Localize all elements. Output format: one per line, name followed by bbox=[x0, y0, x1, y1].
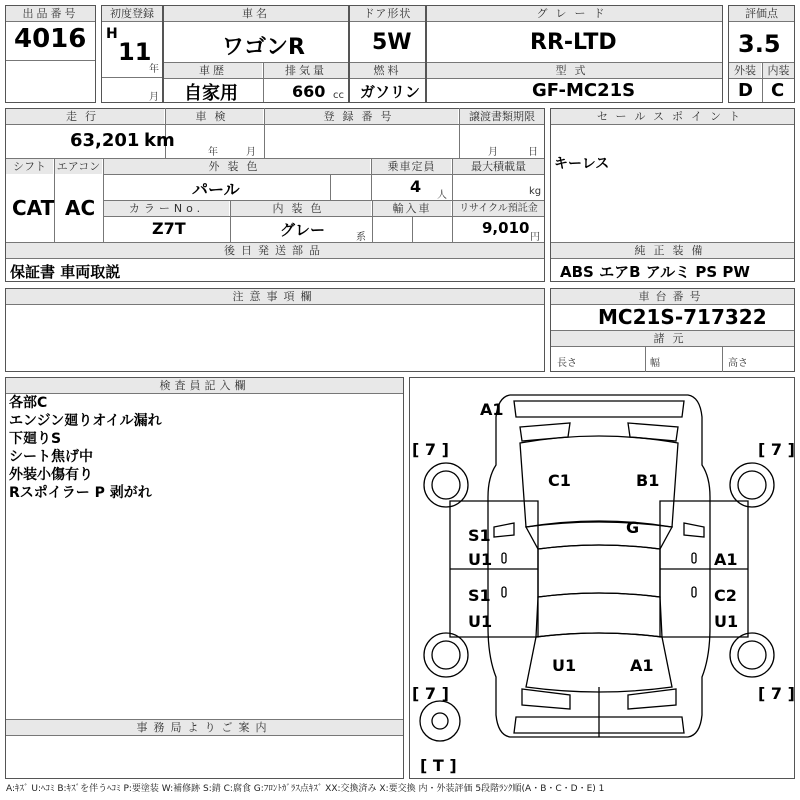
taillight-left-icon bbox=[522, 689, 570, 709]
car-body-outline bbox=[488, 395, 710, 737]
interior-label: 内装 bbox=[763, 63, 794, 78]
displacement-unit: cc bbox=[333, 90, 344, 101]
selling-label: セールスポイント bbox=[551, 109, 794, 124]
transfer-label: 譲渡書類期限 bbox=[460, 109, 544, 124]
height-label: 高さ bbox=[728, 358, 748, 369]
notes-label: 注意事項欄 bbox=[6, 289, 544, 304]
wheel-rear-left-icon bbox=[424, 633, 468, 677]
lot-no: 4016 bbox=[14, 24, 87, 54]
capacity-label: 乗車定員 bbox=[372, 159, 451, 174]
color-no-label: カラーNo. bbox=[104, 201, 229, 216]
inspector-line: Rスポイラー P 剥がれ bbox=[9, 485, 152, 501]
equipment-label: 純正装備 bbox=[551, 243, 794, 258]
tire-front-left: [ 7 ] bbox=[412, 440, 449, 459]
inspection-label: 車検 bbox=[166, 109, 263, 124]
mark-right-rear-2: U1 bbox=[714, 612, 739, 631]
lot-no-label: 出品番号 bbox=[6, 6, 95, 21]
shift-label: シフト bbox=[6, 159, 53, 174]
mark-rear-right: A1 bbox=[630, 656, 654, 675]
ac: AC bbox=[65, 196, 96, 220]
office-label: 事務局よりご案内 bbox=[6, 720, 403, 735]
cabin-outline bbox=[538, 545, 660, 597]
import-label: 輸入車 bbox=[373, 201, 451, 216]
mark-left-front-2: U1 bbox=[468, 550, 493, 569]
tire-front-right: [ 7 ] bbox=[758, 440, 795, 459]
transfer-month: 月 bbox=[488, 147, 498, 158]
mark-roof-right: B1 bbox=[636, 471, 660, 490]
color: パール bbox=[192, 180, 240, 199]
spare-tire-label: [ T ] bbox=[420, 756, 457, 775]
exterior-label: 外装 bbox=[729, 63, 761, 78]
inspector-notes bbox=[9, 394, 162, 502]
wheel-front-left-icon bbox=[424, 463, 468, 507]
mileage: 63,201 bbox=[70, 130, 140, 151]
taillight-right-icon bbox=[628, 689, 676, 709]
width-label: 幅 bbox=[650, 358, 660, 369]
mark-left-front-1: S1 bbox=[468, 526, 491, 545]
later-parts-label: 後日発送部品 bbox=[6, 243, 544, 258]
displacement-label: 排気量 bbox=[264, 63, 348, 78]
mirror-left-icon bbox=[494, 523, 514, 537]
capacity: 4 bbox=[410, 177, 422, 196]
shift: CAT bbox=[12, 196, 55, 220]
max-load-label: 最大積載量 bbox=[453, 159, 544, 174]
mirror-right-icon bbox=[684, 523, 704, 537]
inspector-line: 各部C bbox=[9, 395, 48, 411]
model: ワゴンR bbox=[222, 35, 305, 60]
score: 3.5 bbox=[738, 30, 781, 58]
transfer-day: 日 bbox=[528, 147, 538, 158]
recycle-unit: 円 bbox=[530, 232, 540, 243]
doors: 5W bbox=[372, 30, 412, 55]
front-bumper bbox=[514, 401, 684, 417]
headlight-left-icon bbox=[520, 423, 570, 441]
color-label: 外装色 bbox=[104, 159, 370, 174]
history-label: 車歴 bbox=[164, 63, 262, 78]
mark-left-rear-2: U1 bbox=[468, 612, 493, 631]
grade: RR-LTD bbox=[530, 30, 617, 55]
mark-right-front: A1 bbox=[714, 550, 738, 569]
inspector-line: シート焦げ中 bbox=[9, 449, 93, 465]
month-unit: 月 bbox=[149, 92, 159, 103]
inspector-line: 下廻りS bbox=[9, 431, 62, 447]
inspector-label: 検査員記入欄 bbox=[6, 378, 403, 393]
chassis-label: 車台番号 bbox=[551, 289, 794, 304]
capacity-unit: 人 bbox=[437, 190, 447, 201]
exterior-grade: D bbox=[738, 80, 753, 101]
insp-year-unit: 年 bbox=[208, 147, 218, 158]
mark-top-left: A1 bbox=[480, 400, 504, 419]
color-no: Z7T bbox=[152, 219, 186, 238]
later-parts: 保証書 車両取説 bbox=[10, 263, 121, 281]
recycle-deposit: 9,010 bbox=[482, 219, 530, 237]
ac-label: エアコン bbox=[56, 160, 101, 173]
fuel: ガソリン bbox=[360, 83, 421, 101]
rear-glass-outline bbox=[536, 593, 662, 637]
tire-rear-right: [ 7 ] bbox=[758, 684, 795, 703]
int-color-unit: 系 bbox=[356, 232, 366, 243]
mark-rear-left: U1 bbox=[552, 656, 577, 675]
grade-label: グレード bbox=[427, 6, 722, 21]
fuel-label: 燃料 bbox=[350, 63, 425, 78]
mark-left-rear-1: S1 bbox=[468, 586, 491, 605]
insp-month-unit: 月 bbox=[246, 147, 256, 158]
wheel-rear-right-icon bbox=[730, 633, 774, 677]
history: 自家用 bbox=[184, 83, 238, 104]
int-color: グレー bbox=[280, 221, 326, 239]
displacement: 660 bbox=[292, 82, 326, 101]
model-label: 車名 bbox=[164, 6, 348, 21]
mark-right-rear-1: C2 bbox=[714, 586, 737, 605]
regno-label: 登録番号 bbox=[265, 109, 458, 124]
recycle-label: リサイクル預託金 bbox=[453, 201, 544, 216]
first-reg-year: 11 bbox=[118, 38, 152, 66]
length-label: 長さ bbox=[557, 358, 577, 369]
car-damage-diagram bbox=[410, 377, 796, 779]
score-label: 評価点 bbox=[729, 6, 794, 21]
max-load-unit: kg bbox=[529, 186, 542, 197]
era: H bbox=[106, 26, 118, 42]
wheel-front-right-icon bbox=[730, 463, 774, 507]
chassis-number: MC21S-717322 bbox=[598, 305, 767, 329]
selling-point: キーレス bbox=[554, 156, 610, 172]
headlight-right-icon bbox=[628, 423, 678, 441]
doors-label: ドア形状 bbox=[350, 6, 425, 21]
tire-rear-left: [ 7 ] bbox=[412, 684, 449, 703]
spare-tire-icon bbox=[420, 701, 460, 741]
damage-legend: A:ｷｽﾞ U:ﾍｺﾐ B:ｷｽﾞを伴うﾍｺﾐ P:要塗装 W:補修跡 S:錆 C:腐食 G:ﾌﾛﾝﾄｶﾞﾗｽ点ｷｽﾞ XX:交換済み X:要交換 内・外装評価 5段階ﾗﾝｸ順(A・B・C・D・E) 1 bbox=[6, 784, 605, 794]
interior-grade: C bbox=[771, 80, 785, 101]
mileage-label: 走行 bbox=[6, 109, 164, 124]
mark-glass: G bbox=[626, 518, 640, 537]
specs-label: 諸元 bbox=[551, 331, 794, 346]
type-label: 型式 bbox=[427, 63, 722, 78]
inspector-line: エンジン廻りオイル漏れ bbox=[9, 413, 162, 429]
mark-roof-left: C1 bbox=[548, 471, 571, 490]
int-color-label: 内装色 bbox=[231, 201, 371, 216]
inspector-line: 外装小傷有り bbox=[9, 467, 93, 483]
equipment: ABS エアB アルミ PS PW bbox=[560, 263, 750, 281]
mileage-unit: km bbox=[144, 130, 175, 151]
year-unit: 年 bbox=[149, 64, 159, 75]
first-reg-label: 初度登録 bbox=[102, 6, 162, 21]
model-type: GF-MC21S bbox=[532, 80, 636, 101]
